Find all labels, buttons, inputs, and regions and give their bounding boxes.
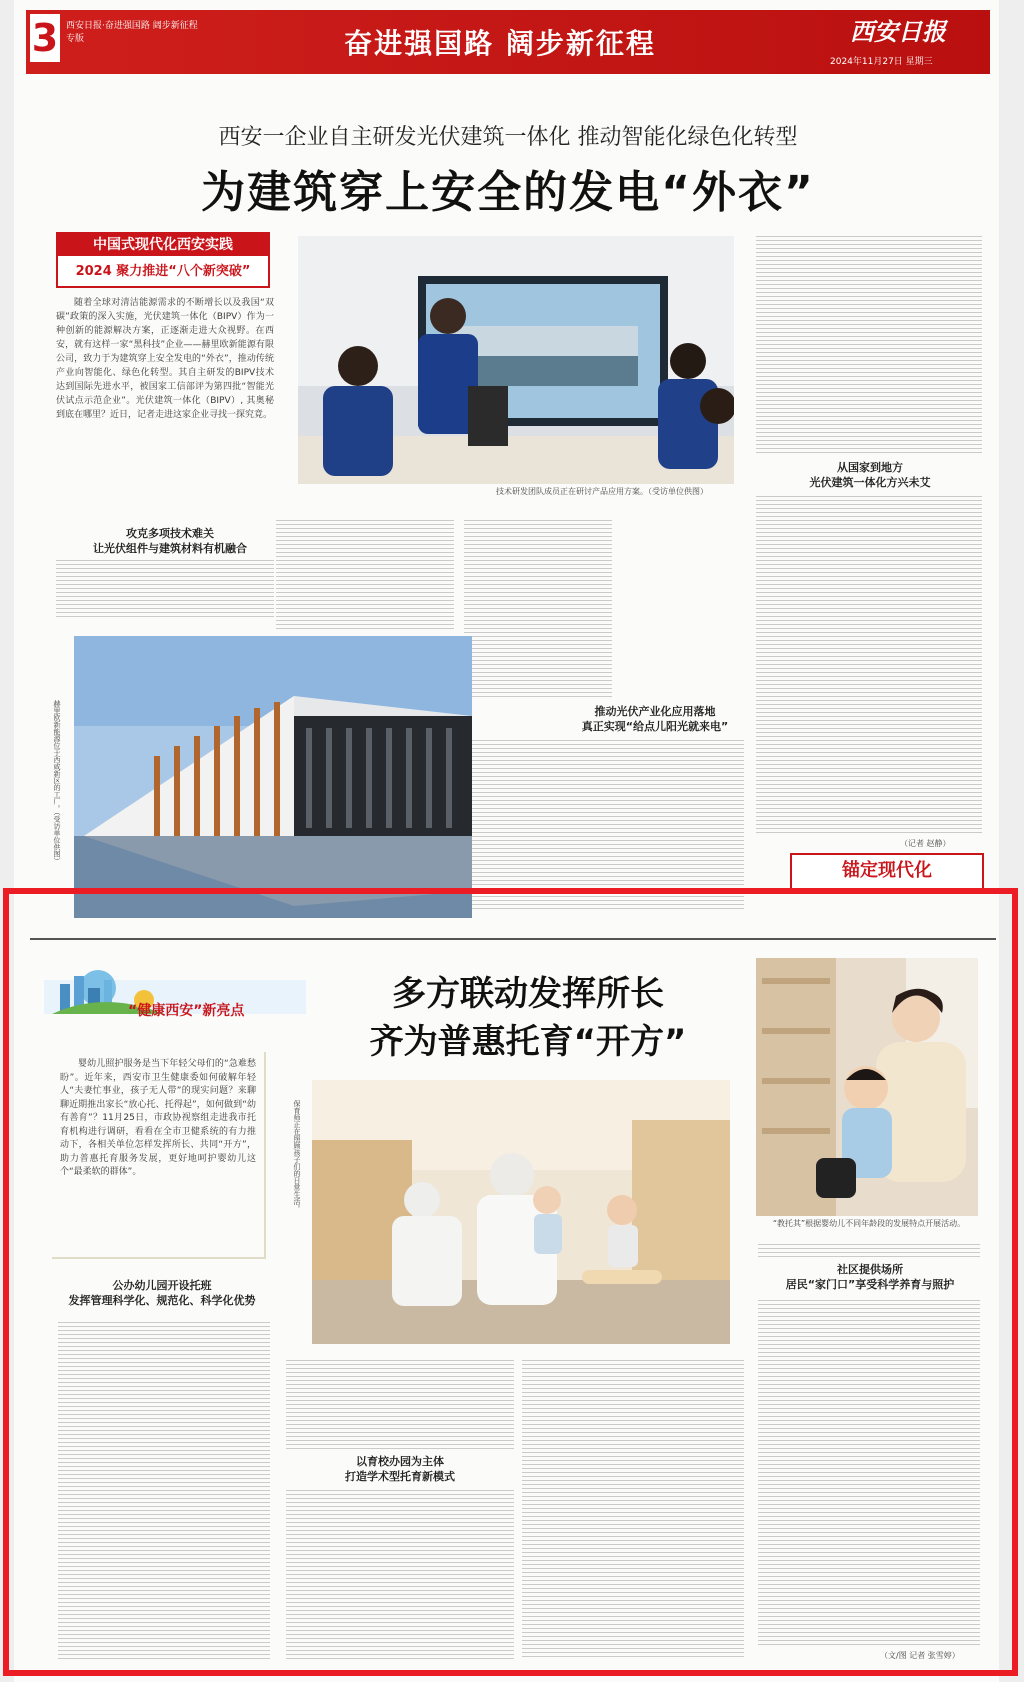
anchor-column-tag: 锚定现代化 bbox=[790, 853, 984, 891]
bottom-article-author: （文/图 记者 张雪婷） bbox=[880, 1651, 960, 1660]
photo-team-meeting bbox=[298, 236, 734, 484]
photo-factory-building bbox=[74, 636, 472, 918]
bottom-title-line2: 齐为普惠托育“开方” bbox=[369, 1022, 687, 1062]
top-body-col3-text bbox=[464, 520, 612, 700]
top-article-subtitle: 西安一企业自主研发光伏建筑一体化 推动智能化绿色化转型 bbox=[218, 125, 798, 150]
bottom-article-title bbox=[308, 970, 748, 1066]
bottom-title-line1: 多方联动发挥所长 bbox=[392, 974, 664, 1014]
top-body-col4-text bbox=[756, 236, 982, 456]
bottom-body-col2-text bbox=[286, 1360, 514, 1450]
photo-factory-caption: 赫里欧新能源位于西咸新区的工厂。（受访单位供图） bbox=[53, 700, 61, 865]
column-tag-line2: 2024 聚力推进“八个新突破” bbox=[75, 264, 251, 279]
bottom-subhead-2: 以育校办园为主体 打造学术型托育新模式 bbox=[345, 1455, 455, 1483]
top-article-lead: 随着全球对清洁能源需求的不断增长以及我国“双碳”政策的深入实施，光伏建筑一体化（BIPV）作为一种创新的能源解决方案，正逐渐走进大众视野。在西安，就有这样一家“黑科技”企业——赫里欧新能源有限公司，致力于为建筑穿上安全发电的“外衣”，推动传统产业向智能化、绿色化转型。其自主研发的BIPV技术达到国际先进水平，被国家工信部评为第四批“智能光伏试点示范企业”。光伏建筑一体化（BIPV）, 其奥秘到底在哪里？近日，记者走进这家企业寻找一探究竟。 bbox=[56, 298, 274, 420]
photo-childcare-room bbox=[312, 1080, 730, 1344]
bottom-article-lead: 婴幼儿照护服务是当下年轻父母们的“急难愁盼”。近年来，西安市卫生健康委如何破解年轻人“夫妻忙事业，孩子无人带”的现实问题？来聊聊近期推出家长“放心托、托得起”，如何做到“幼有善育”？11月25日，市政协视察组走进我市托育机构进行调研，看看在全市卫健系统的有力推动下，各相关单位怎样发挥所长、共同“开方”，助力普惠托育服务发展，更好地呵护婴幼儿这个“最柔软的群体”。 bbox=[60, 1059, 256, 1177]
theme-label: “健康西安”新亮点 bbox=[128, 1003, 245, 1019]
column-tag bbox=[56, 232, 270, 288]
photo-childcare-caption: 保育师正在照顾孩子们的日常生活。 bbox=[293, 1100, 301, 1212]
top-body-col2-text bbox=[276, 520, 454, 630]
column-tag-line1: 中国式现代化西安实践 bbox=[58, 234, 268, 256]
page-number: 3 bbox=[31, 16, 59, 60]
bottom-body-col4-intro bbox=[758, 1244, 980, 1258]
bottom-body-col3-text bbox=[522, 1360, 744, 1660]
photo-caregiver-caption: “教托其”根据婴幼儿不同年龄段的发展特点开展活动。 bbox=[772, 1219, 966, 1228]
top-body-col3b-text bbox=[464, 740, 744, 910]
bottom-body-col1-text bbox=[58, 1322, 270, 1662]
bottom-subhead-3: 社区提供场所 居民“家门口”享受科学养育与照护 bbox=[785, 1263, 955, 1291]
top-body-col1-text bbox=[56, 560, 274, 620]
newspaper-logo: 西安日报 bbox=[850, 17, 946, 46]
top-body-col4b-text bbox=[756, 496, 982, 836]
section-divider bbox=[30, 938, 996, 940]
top-subhead-3: 从国家到地方 光伏建筑一体化方兴未艾 bbox=[809, 461, 931, 489]
photo-caregiver-child bbox=[756, 958, 978, 1216]
header-section-info: 西安日报·奋进强国路 阔步新征程 专版 bbox=[66, 21, 198, 44]
header-banner-title: 奋进强国路 阔步新征程 bbox=[344, 27, 656, 60]
top-subhead-2: 推动光伏产业化应用落地 真正实现“给点儿阳光就来电” bbox=[581, 705, 729, 733]
bottom-body-col2b-text bbox=[286, 1490, 514, 1660]
top-article-title: 为建筑穿上安全的发电“外衣” bbox=[201, 167, 815, 218]
bottom-body-col4-text bbox=[758, 1300, 980, 1646]
issue-date: 2024年11月27日 星期三 bbox=[830, 57, 933, 67]
top-subhead-1: 攻克多项技术难关 让光伏组件与建筑材料有机融合 bbox=[93, 527, 247, 555]
bottom-subhead-1: 公办幼儿园开设托班 发挥管理科学化、规范化、科学化优势 bbox=[68, 1279, 256, 1307]
top-article-author: （记者 赵静） bbox=[900, 839, 951, 848]
photo-team-meeting-caption: 技术研发团队成员正在研讨产品应用方案。（受访单位供图） bbox=[496, 487, 708, 496]
